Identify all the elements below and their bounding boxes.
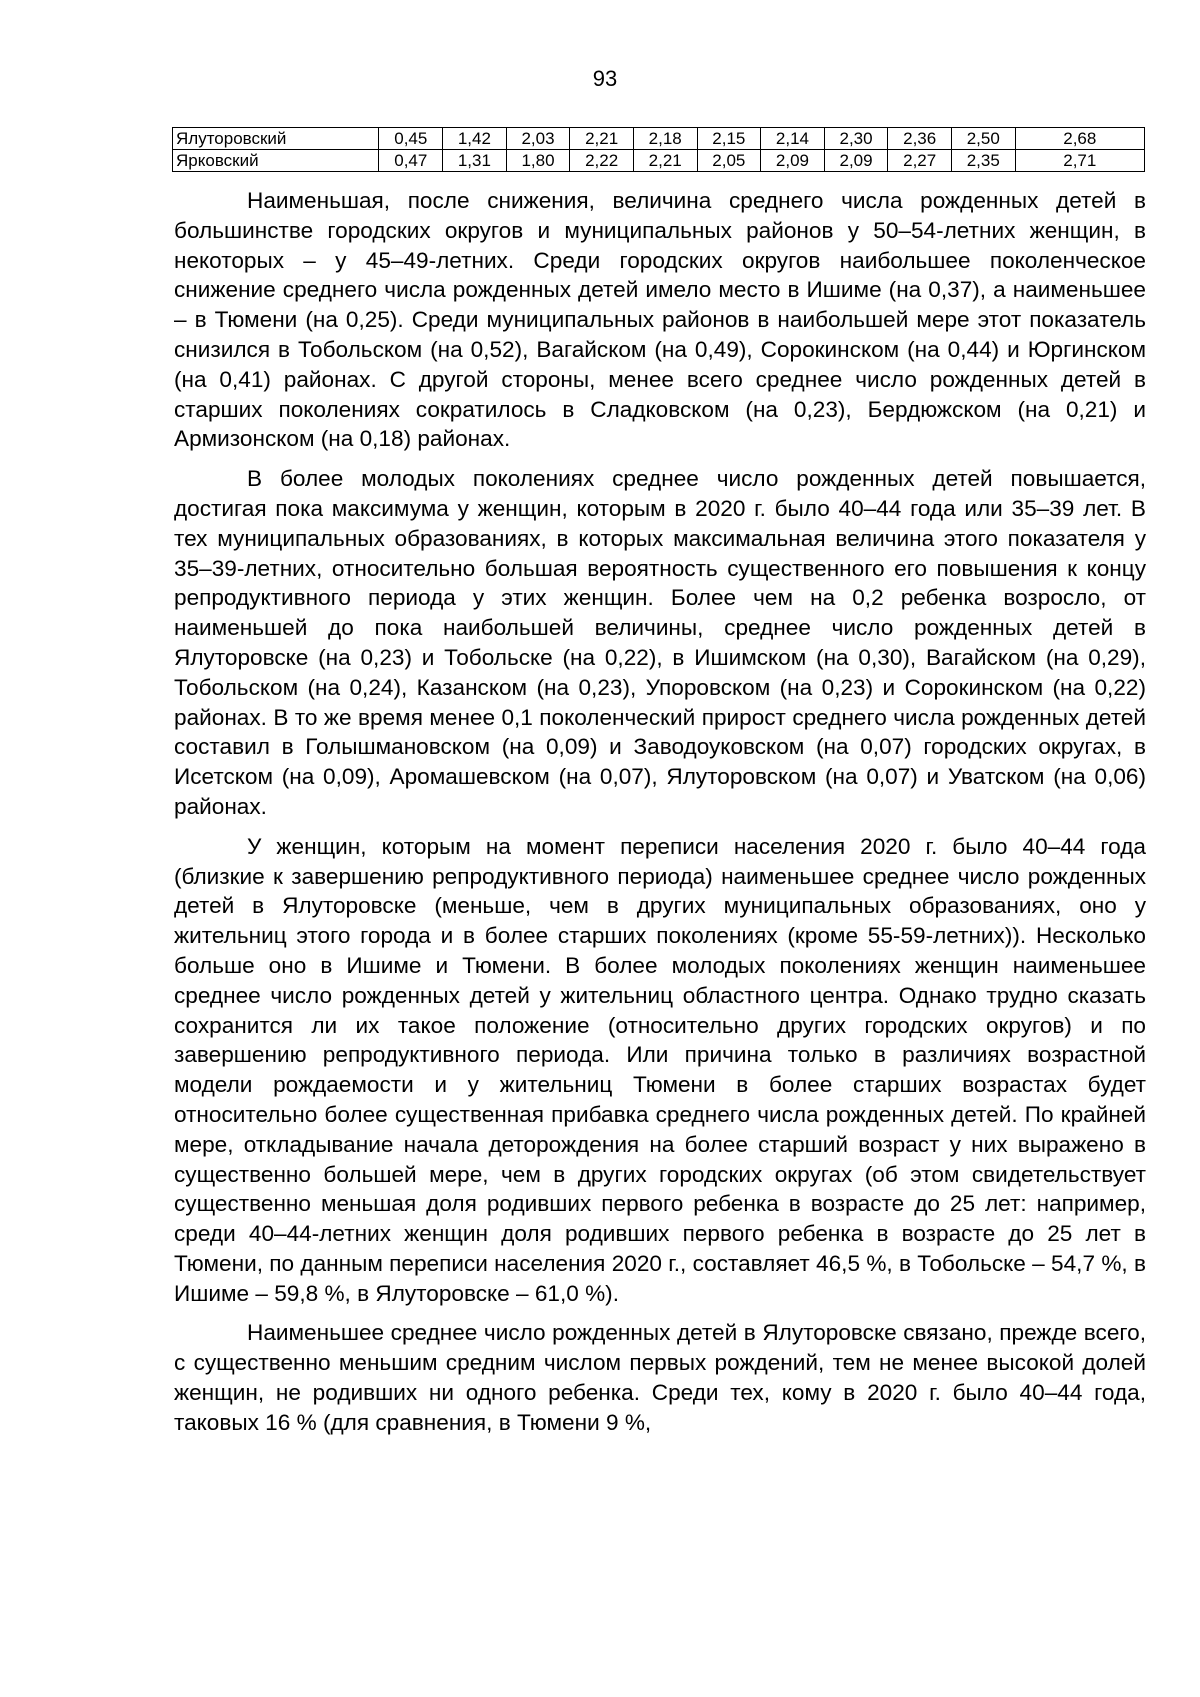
table-cell: 2,50 xyxy=(951,128,1015,150)
table-cell: 1,80 xyxy=(506,150,570,172)
data-table xyxy=(172,127,1145,172)
table-cell: 2,21 xyxy=(633,150,697,172)
table-cell: 2,05 xyxy=(697,150,761,172)
table-cell: 2,15 xyxy=(697,128,761,150)
table-cell: 1,42 xyxy=(443,128,507,150)
paragraph: В более молодых поколениях среднее число рожденных детей повышается, достигая пока максимума у женщин, которым в 2020 г. было 40–44 года или 35–39 лет. В тех муниципальных образованиях, в которых максимальная величина этого показателя у 35–39-летних, относительно большая вероятность существенного его повышения к концу репродуктивного периода у этих женщин. Более чем на 0,2 ребенка возросло, от наименьшей до пока наибольшей величины, среднее число рожденных детей в Ялуторовске (на 0,23) и Тобольске (на 0,22), в Ишимском (на 0,30), Вагайском (на 0,29), Тобольском (на 0,24), Казанском (на 0,23), Упоровском (на 0,23) и Сорокинском (на 0,22) районах. В то же время менее 0,1 поколенческий прирост среднего числа рожденных детей составил в Голышмановском (на 0,09) и Заводоуковском (на 0,07) городских округах, в Исетском (на 0,09), Аромашевском (на 0,07), Ялуторовском (на 0,07) и Уватском (на 0,06) районах. xyxy=(174,466,1146,819)
row-name: Ярковский xyxy=(173,150,379,172)
table-cell: 2,03 xyxy=(506,128,570,150)
table-cell: 2,22 xyxy=(570,150,634,172)
table-cell: 2,21 xyxy=(570,128,634,150)
paragraph: Наименьшее среднее число рожденных детей в Ялуторовске связано, прежде всего, с существенно меньшим средним числом первых рождений, тем не менее высокой долей женщин, не родивших ни одного ребенка. Среди тех, кому в 2020 г. было 40–44 года, таковых 16 % (для сравнения, в Тюмени 9 %, xyxy=(174,1320,1146,1435)
paragraph: Наименьшая, после снижения, величина среднего числа рожденных детей в большинстве городских округов и муниципальных районов у 50–54-летних женщин, в некоторых – у 45–49-летних. Среди городских округов наибольшее поколенческое снижение среднего числа рожденных детей имело место в Ишиме (на 0,37), а наименьшее – в Тюмени (на 0,25). Среди муниципальных районов в наибольшей мере этот показатель снизился в Тобольском (на 0,52), Вагайском (на 0,49), Сорокинском (на 0,44) и Юргинском (на 0,41) районах. С другой стороны, менее всего среднее число рожденных детей в старших поколениях сократилось в Сладковском (на 0,23), Бердюжском (на 0,21) и Армизонском (на 0,18) районах. xyxy=(174,188,1146,452)
table-cell: 2,27 xyxy=(888,150,952,172)
table-cell: 2,09 xyxy=(761,150,825,172)
table-cell: 1,31 xyxy=(443,150,507,172)
table-cell: 2,68 xyxy=(1015,128,1144,150)
table-cell: 2,71 xyxy=(1015,150,1144,172)
paragraph: У женщин, которым на момент переписи населения 2020 г. было 40–44 года (близкие к завершению репродуктивного периода) наименьшее среднее число рожденных детей в Ялуторовске (меньше, чем в других муниципальных образованиях, оно у жительниц этого города и в более старших поколениях (кроме 55-59-летних)). Несколько больше оно в Ишиме и Тюмени. В более молодых поколениях женщин наименьшее среднее число рожденных детей у жительниц областного центра. Однако трудно сказать сохранится ли их такое положение (относительно других городских округов) и по завершению репродуктивного периода. Или причина только в различиях возрастной модели рождаемости и у жительниц Тюмени в более старших возрастах будет относительно более существенная прибавка среднего числа рожденных детей. По крайней мере, откладывание начала деторождения на более старший возраст у них выражено в существенно большей мере, чем в других городских округах (об этом свидетельствует существенно меньшая доля родивших первого ребенка в возрасте до 25 лет: например, среди 40–44-летних женщин доля родивших первого ребенка в возрасте до 25 лет в Тюмени, по данным переписи населения 2020 г., составляет 46,5 %, в Тобольске – 54,7 %, в Ишиме – 59,8 %, в Ялуторовске – 61,0 %). xyxy=(174,833,1146,1306)
table-cell: 2,09 xyxy=(824,150,888,172)
table-row xyxy=(173,150,1145,172)
table-cell: 0,47 xyxy=(379,150,443,172)
table-cell: 2,36 xyxy=(888,128,952,150)
table-cell: 2,35 xyxy=(951,150,1015,172)
table-cell: 2,30 xyxy=(824,128,888,150)
page-number: 93 xyxy=(592,66,618,91)
row-name: Ялуторовский xyxy=(173,128,379,150)
table-row xyxy=(173,128,1145,150)
body-text xyxy=(174,186,1146,1448)
table-cell: 2,18 xyxy=(633,128,697,150)
table-cell: 2,14 xyxy=(761,128,825,150)
table-cell: 0,45 xyxy=(379,128,443,150)
